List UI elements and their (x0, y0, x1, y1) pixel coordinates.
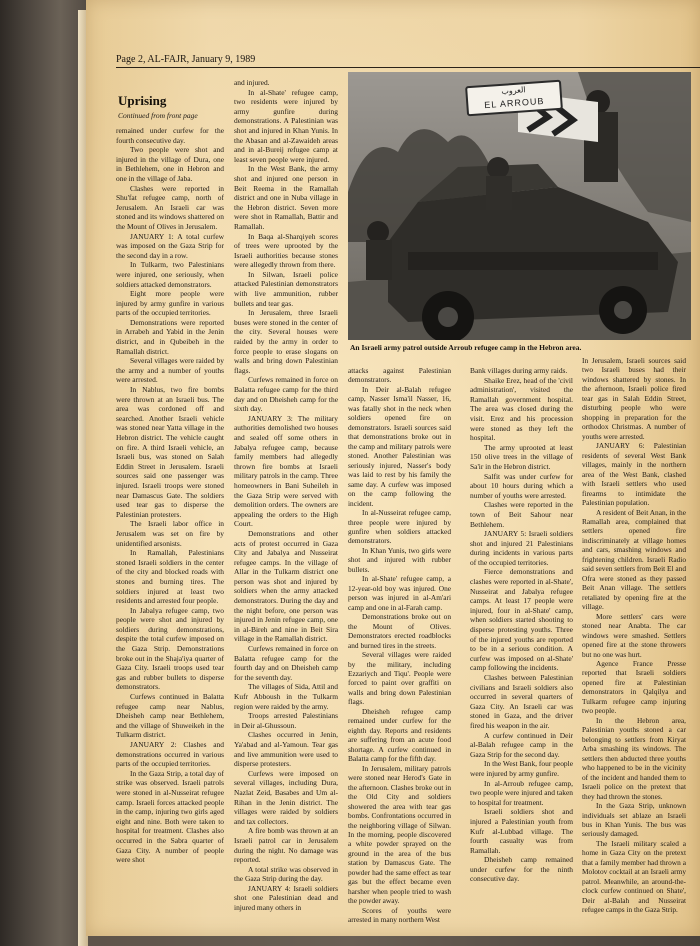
article-column-4 (470, 366, 573, 884)
article-paragraph: In Khan Yunis, two girls were shot and injured with rubber bullets. (348, 545, 451, 574)
article-paragraph: In Jerusalem, three Israeli buses were stoned in the center of the city. Several houses were raided by the army in order to force people to erase slogans on walls and bring down Palestinian flags. (234, 308, 338, 375)
article-title: Uprising (118, 93, 167, 108)
article-paragraph: In the Gaza Strip, a total day of strike was observed. Israeli patrols were stoned in al-Nusseirat refugee camp. Israeli forces attacked people in the camp, injuring two girls aged eight and nine. Both were taken to hospital for treatment. Clashes also occurred in the Sabra quarter of Gaza City. A number of people were shot (116, 768, 224, 865)
article-paragraph: A total strike was observed in the Gaza Strip during the day. (234, 864, 338, 884)
article-paragraph: The Israeli military scaled a home in Gaza City on the pretext that a family member had thrown a Molotov cocktail at an Israeli army patrol. Meanwhile, an around-the-clock curfew continued on Shate', Deir al-Balah and Nusseirat refugee camps in the Gaza Strip. (582, 838, 686, 915)
article-paragraph: In al-Nusseirat refugee camp, three people were injured by gunfire when soldiers attacked demonstrators. (348, 508, 451, 546)
article-paragraph: Several villages were raided by the military, including Ezzariych and Tiqu'. People were forced to paint over graffiti on walls and bring down Palestinian flags. (348, 650, 451, 707)
article-paragraph: Bank villages during army raids. (470, 366, 568, 375)
article-paragraph: Shaike Erez, head of the 'civil administration', visited the Ramallah government hospital. The area was closed during the visit. Erez and his procession were stoned as they left the hospital. (470, 375, 573, 443)
article-column-1 (116, 126, 224, 865)
article-paragraph: In al-Shate' refugee camp, a 12-year-old boy was injured. One person was injured in al-Am'ari camp and one in al-Farah camp. (348, 574, 451, 612)
article-paragraph: In the Hebron area, Palestinian youths stoned a car belonging to settlers from Kiryat Arba smashing its windows. The settlers then abducted three youths who happened to be in the vicinity of the incident and handed them to Israeli police on the pretext that they had thrown the stones. (582, 715, 686, 801)
article-paragraph: The villages of Sida, Attil and Kufr Abboush in the Tulkarm region were raided by the army. (234, 682, 338, 711)
article-paragraph: In the West Bank, four people were injured by army gunfire. (470, 759, 573, 778)
article-paragraph: and injured. (234, 78, 270, 87)
article-paragraph: Israeli soldiers shot and injured a Palestinian youth from Kufr al-Lubbad village. The fourth casualty was from Ramallah. (470, 807, 573, 855)
article-paragraph: JANUARY 6: Palestinian residents of several West Bank villages, mainly in the northern area of the West Bank, clashed with Israeli settlers who used firearms to intimidate the Palestinian population. (582, 441, 686, 508)
article-paragraph: Demonstrations and other acts of protest occurred in Gaza City and Jabalya and Nusseirat refugee camps. In the village of Allar in the Tulkarm district one person was shot and injured by soldiers when the army attacked demonstrators. During the day and the night before, one person was injured in Jenin refugee camp, one in al-Bireh and nine in Beit Sira village in the Ramallah district. (234, 528, 338, 644)
article-paragraph: Agence France Presse reported that Israeli soldiers opened fire at Palestinian demonstrators in Qalqilya and Tulkarm refugee camp injuring two people. (582, 659, 686, 716)
article-paragraph: In Deir al-Balah refugee camp, Nasser Isma'il Nasser, 16, was fatally shot in the neck when soldiers opened fire on demonstrators. Israeli sources said that demonstrations broke out in the camp and military patrols were stoned. Another Palestinian was seriously injured, Nasser's body was laid to rest by his family the same day. A curfew was imposed on the camp following the incident. (348, 384, 451, 508)
article-paragraph: Curfews remained in force on Balatta refugee camp for the fourth day and on Dheisheh camp for the seventh day. (234, 644, 338, 682)
article-paragraph: Dheisheh refugee camp remained under curfew for the eighth day. Reports and residents are suffering from an acute food shortage. A curfew continued in Balatta camp for the fifth day. (348, 706, 451, 764)
article-paragraph: Demonstrations were reported in Arrabeh and Yabid in the Jenin district, and in Qubeibeh in the Ramallah district. (116, 317, 224, 356)
article-paragraph: In Nablus, two fire bombs were thrown at an Israeli bus. The area was cordoned off and searched. Another Israeli vehicle was stoned near Yatta village in the Hebron district. The vehicle caught on fire. A third Israeli vehicle, an Israeli bus, was stoned on Salah Eddin Street in Jerusalem. Israeli sources said one passenger was injured. Israeli troops were stoned near Damascus Gate. The soldiers used tear gas to disperse the Palestinian protesters. (116, 385, 224, 519)
article-paragraph: In Ramallah, Palestinians stoned Israeli soldiers in the center of the city and blocked roads with stones and burning tires. The soldiers injured at least two residents and arrested four people. (116, 548, 224, 606)
article-paragraph: JANUARY 3: The military authorities demolished two houses and sealed off some others in Jabalya refugee camp, because family members had allegedly thrown fire bombs at Israeli military patrols in the camp. Three homeowners in Bani Suheileh in the Gaza Strip were served with demolition orders. The owners are appealing the orders to the High Court. (234, 413, 338, 529)
article-paragraph: The Israeli labor office in Jerusalem was set on fire by unidentified arsonists. (116, 519, 224, 548)
article-paragraph: JANUARY 1: A total curfew was imposed on the Gaza Strip for the second day in a row. (116, 231, 224, 260)
article-paragraph: Eight more people were injured by army gunfire in various parts of the occupied territories. (116, 289, 224, 318)
article-column-2 (234, 78, 338, 913)
article-paragraph: Clashes between Palestinian civilians and Israeli soldiers also occurred in several quarters of Gaza City. An Israeli car was stoned in Gaza, and the driver fired his weapon in the air. (470, 673, 573, 730)
article-paragraph: Curfews were imposed on several villages, including Dura, Nazlat Zeid, Basabes and Um al-Rihan in the Jenin district. The villages were raided by soldiers and tax collectors. (234, 768, 338, 826)
article-paragraph: Clashes occurred in Jenin, Ya'abad and al-Yamoun. Tear gas and live ammunition were used to disperse protesters. (234, 730, 338, 769)
article-paragraph: In al-Shate' refugee camp, two residents were injured by army gunfire during demonstrations. A Palestinian was shot and injured in Khan Yunis. In the Abasan and al-Zawaideh areas and in al-Bureij refugee camp at least seven people were injured. (234, 87, 338, 164)
article-paragraph: More settlers' cars were stoned near Anabta. The car windows were smashed. Settlers opened fire at the stone throwers but no one was hurt. (582, 611, 686, 659)
article-column-3 (348, 366, 451, 925)
newspaper-page (86, 0, 700, 936)
article-paragraph: In Baqa al-Sharqiyeh scores of trees were uprooted by the Israeli authorities because stones were allegedly thrown from there. (234, 231, 338, 270)
article-paragraph: Clashes were reported in the town of Beit Sahour near Bethlehem. (470, 500, 573, 529)
article-paragraph: Curfews remained in force on Balatta refugee camp for the third day and on Dheisheh camp for the sixth day. (234, 375, 338, 414)
article-paragraph: Fierce demonstrations and clashes were reported in al-Shate', Nusseirat and Jabalya refugee camps. At least 17 people were injured, four in al-Shate' camp, when soldiers started shooting to disperse protesting youths. Three of the injured youths are reported to be in a serious condition. A curfew was imposed on al-Shate' camp following the incidents. (470, 567, 573, 673)
article-paragraph: In the West Bank, the army shot and injured one person in Beit Reema in the Ramallah district and one in Nuba village in the Hebron district. Seven more were shot in Ramallah, Battir and Ramallah. (234, 164, 338, 231)
article-paragraph: In Silwan, Israeli police attacked Palestinian demonstrators with live ammunition, rubber bullets and tear gas. (234, 269, 338, 308)
sign-text: EL ARROUB (483, 95, 545, 111)
article-paragraph: A fire bomb was thrown at an Israeli patrol car in Jerusalem during the night. No damage was reported. (234, 826, 338, 865)
article-paragraph: remained under curfew for the fourth consecutive day. (116, 126, 224, 145)
article-paragraph: In the Gaza Strip, unknown individuals set ablaze an Israeli bus in Khan Yunis. The bus was seriously damaged. (582, 801, 686, 839)
binder-spine (0, 0, 86, 946)
article-paragraph: In Tulkarm, two Palestinians were injured, one seriously, when soldiers attacked demonstrators. (116, 260, 224, 289)
continued-note: Continued from front page (118, 111, 198, 120)
article-paragraph: Dheisheh camp remained under curfew for the ninth consecutive day. (470, 855, 573, 884)
article-paragraph: Several villages were raided by the army and a number of youths were arrested. (116, 356, 224, 385)
article-paragraph: In Jerusalem, Israeli sources said two Israeli buses had their windows shattered by stones. In the afternoon, Israeli police fired tear gas in Salah Eddin Street, disturbing people who were shopping in preparation for the orthodox Christmas. A number of youths were arrested. (582, 356, 686, 441)
article-paragraph: JANUARY 5: Israeli soldiers shot and injured 21 Palestinians during incidents in various parts of the occupied territories. (470, 529, 573, 567)
article-paragraph: Two people were shot and injured in the village of Dura, one in Bethlehem, one in Hebron and one in the village of Jaba. (116, 145, 224, 183)
article-paragraph: The army uprooted at least 150 olive trees in the village of Sa'ir in the Hebron district. (470, 442, 573, 471)
article-column-5 (582, 356, 686, 915)
article-paragraph: attacks against Palestinian demonstrators. (348, 366, 451, 385)
article-paragraph: A curfew continued in Deir al-Balah refugee camp in the Gaza Strip for the second day. (470, 730, 573, 759)
article-paragraph: A resident of Beit Anan, in the Ramallah area, complained that settlers opened fire indiscriminately at village homes and cars, smashing windows and frightening children. Israeli Radio said seven settlers from Beit El and Ofra were stoned as they passed Beit Anan village. The settlers retaliated by opening fire at the village. (582, 507, 687, 612)
article-paragraph: In Jerusalem, military patrols were stoned near Herod's Gate in the afternoon. Clashes broke out in the Old City and soldiers showered the area with tear gas bombs. Confrontations occurred in the neighboring village of Silwan. In the morning, people discovered a white powder sprayed on the ground in the area of the bus station by Damascus Gate. The powder had the same effect as tear gas but the effect became even harsher when people tried to wash the powder away. (348, 763, 451, 906)
photo-caption: An Israeli army patrol outside Arroub refugee camp in the Hebron area. (350, 343, 582, 352)
article-paragraph: Scores of youths were arrested in many northern West (348, 905, 451, 925)
article-paragraph: Troops arrested Palestinians in Deir al-Ghussoun. (234, 711, 338, 730)
page-header: Page 2, AL-FAJR, January 9, 1989 (116, 54, 700, 68)
article-paragraph: Demonstrations broke out on the Mount of Olives. Demonstrators erected roadblocks and burned tires in the streets. (348, 612, 451, 650)
article-paragraph: Curfews continued in Balatta refugee camp near Nablus, Dheisheh camp near Bethlehem, and the village of Shuweikeh in the Tulkarm district. (116, 692, 224, 740)
sign-arabic: العروب (501, 85, 526, 96)
article-paragraph: In Jabalya refugee camp, two people were shot and injured by soldiers during demonstrations, despite the total curfew imposed on the Gaza Strip. Demonstrations broke out in the Shaja'iya quarter of Gaza City. Israeli troops used tear gas and rubber bullets to disperse demonstrators. (116, 605, 224, 692)
article-paragraph: Salfit was under curfew for about 10 hours during which a number of youths were arrested. (470, 471, 573, 500)
article-paragraph: Clashes were reported in Shu'fat refugee camp, north of Jerusalem. An Israeli car was stoned and its windows shattered on the Mount of Olives in Jerusalem. (116, 183, 224, 231)
article-paragraph: In al-Arroub refugee camp, two people were injured and taken to hospital for treatment. (470, 778, 573, 807)
article-paragraph: JANUARY 2: Clashes and demonstrations occurred in various parts of the occupied territories. (116, 740, 224, 769)
article-paragraph: JANUARY 4: Israeli soldiers shot one Palestinian dead and injured many others in (234, 883, 338, 913)
